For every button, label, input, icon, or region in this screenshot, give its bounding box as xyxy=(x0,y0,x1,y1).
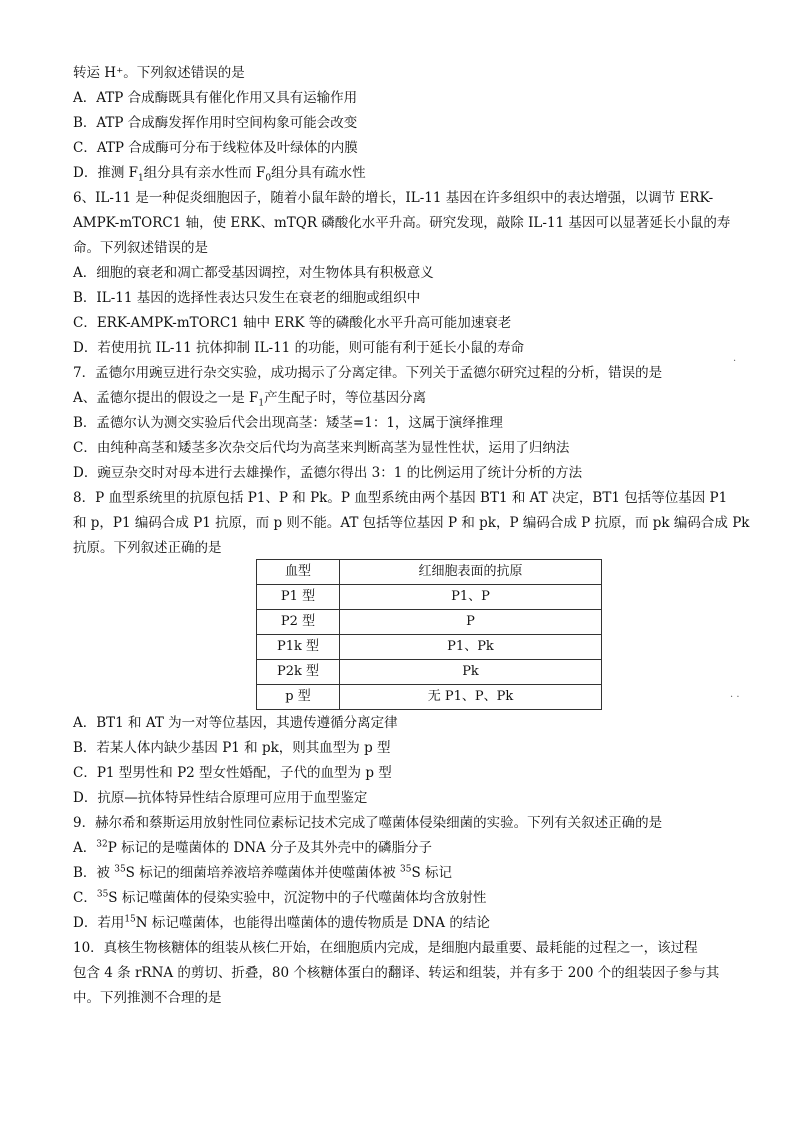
table-cell: 无 P1、P、Pk xyxy=(340,685,602,710)
q9-option-d: D．若用$^{15}$N 标记噬菌体，也能得出噬菌体的遗传物质是 DNA 的结论 xyxy=(73,914,490,931)
question-5-stem-end: 转运 H⁺。下列叙述错误的是 xyxy=(73,65,245,81)
question-10-stem-3: 中。下列推测不合理的是 xyxy=(73,990,222,1006)
table-cell: P xyxy=(340,610,602,635)
table-row xyxy=(257,610,602,635)
table-cell: p 型 xyxy=(257,685,340,710)
stray-mark: · xyxy=(733,356,737,367)
table-cell: P2k 型 xyxy=(257,660,340,685)
blood-type-table xyxy=(256,559,602,710)
q5-option-c: C．ATP 合成酶可分布于线粒体及叶绿体的内膜 xyxy=(73,140,358,156)
table-cell: P2 型 xyxy=(257,610,340,635)
table-row xyxy=(257,635,602,660)
question-8-stem-3: 抗原。下列叙述正确的是 xyxy=(73,540,222,556)
table-cell: Pk xyxy=(340,660,602,685)
question-6-stem-3: 命。下列叙述错误的是 xyxy=(73,240,208,256)
q8-option-d: D．抗原—抗体特异性结合原理可应用于血型鉴定 xyxy=(73,790,368,806)
table-cell: P1、P xyxy=(340,585,602,610)
q8-option-b: B．若某人体内缺少基因 P1 和 pk，则其血型为 p 型 xyxy=(73,740,391,756)
question-6-stem-2: AMPK-mTORC1 轴，使 ERK、mTQR 磷酸化水平升高。研究发现，敲除 IL-11 基因可以显著延长小鼠的寿 xyxy=(73,215,731,231)
q6-option-c: C．ERK-AMPK-mTORC1 轴中 ERK 等的磷酸化水平升高可能加速衰老 xyxy=(73,315,512,331)
q5-option-a: A．ATP 合成酶既具有催化作用又具有运输作用 xyxy=(73,90,358,106)
q6-option-a: A．细胞的衰老和凋亡都受基因调控，对生物体具有积极意义 xyxy=(73,265,434,281)
table-row xyxy=(257,585,602,610)
q5-option-d: D．推测 $F_1$组分具有亲水性而 $F_0$组分具有疏水性 xyxy=(73,165,366,184)
q7-option-b: B．孟德尔认为测交实验后代会出现高茎：矮茎=1：1，这属于演绎推理 xyxy=(73,415,503,431)
table-row xyxy=(257,660,602,685)
table-cell: P1 型 xyxy=(257,585,340,610)
table-header-cell: 血型 xyxy=(257,560,340,585)
table-cell: P1k 型 xyxy=(257,635,340,660)
q9-option-a: A．$^{32}$P 标记的是噬菌体的 DNA 分子及其外壳中的磷脂分子 xyxy=(73,839,433,856)
table-cell: P1、Pk xyxy=(340,635,602,660)
table-row xyxy=(257,685,602,710)
question-8-stem: 8．P 血型系统里的抗原包括 P1、P 和 Pk。P 血型系统由两个基因 BT1 和 AT 决定，BT1 包括等位基因 P1 xyxy=(73,490,728,506)
question-7-stem: 7．孟德尔用豌豆进行杂交实验，成功揭示了分离定律。下列关于孟德尔研究过程的分析，错误的是 xyxy=(73,365,663,381)
question-10-stem-2: 包含 4 条 rRNA 的剪切、折叠，80 个核糖体蛋白的翻译、转运和组装，并有多于 200 个的组装因子参与其 xyxy=(73,965,720,981)
q8-option-c: C．P1 型男性和 P2 型女性婚配，子代的血型为 p 型 xyxy=(73,765,392,781)
question-10-stem: 10．真核生物核糖体的组装从核仁开始，在细胞质内完成，是细胞内最重要、最耗能的过程之一，该过程 xyxy=(73,940,698,956)
question-6-stem: 6、IL-11 是一种促炎细胞因子，随着小鼠年龄的增长，IL-11 基因在许多组织中的表达增强，以调节 ERK- xyxy=(73,190,714,206)
q8-option-a: A．BT1 和 AT 为一对等位基因，其遗传遵循分离定律 xyxy=(73,715,398,731)
q5-option-b: B．ATP 合成酶发挥作用时空间构象可能会改变 xyxy=(73,115,358,131)
q9-option-b: B．被 $^{35}$S 标记的细菌培养液培养噬菌体并使噬菌体被 $^{35}$S 标记 xyxy=(73,864,453,881)
q7-option-d: D．豌豆杂交时对母本进行去雄操作，孟德尔得出 3：1 的比例运用了统计分析的方法 xyxy=(73,465,583,481)
table-header-row xyxy=(257,560,602,585)
q6-option-d: D．若使用抗 IL-11 抗体抑制 IL-11 的功能，则可能有利于延长小鼠的寿命 xyxy=(73,340,525,356)
q7-option-c: C．由纯种高茎和矮茎多次杂交后代均为高茎来判断高茎为显性性状，运用了归纳法 xyxy=(73,440,570,456)
question-9-stem: 9．赫尔希和蔡斯运用放射性同位素标记技术完成了噬菌体侵染细菌的实验。下列有关叙述正确的是 xyxy=(73,815,663,831)
table-header-cell: 红细胞表面的抗原 xyxy=(340,560,602,585)
stray-mark: · · xyxy=(730,692,740,703)
q6-option-b: B．IL-11 基因的选择性表达只发生在衰老的细胞或组织中 xyxy=(73,290,421,306)
question-8-stem-2: 和 p，P1 编码合成 P1 抗原，而 p 则不能。AT 包括等位基因 P 和 pk，P 编码合成 P 抗原，而 pk 编码合成 Pk xyxy=(73,515,750,531)
q7-option-a: A、孟德尔提出的假设之一是 $F_1$产生配子时，等位基因分离 xyxy=(73,390,427,409)
q9-option-c: C．$^{35}$S 标记噬菌体的侵染实验中，沉淀物中的子代噬菌体均含放射性 xyxy=(73,889,487,906)
